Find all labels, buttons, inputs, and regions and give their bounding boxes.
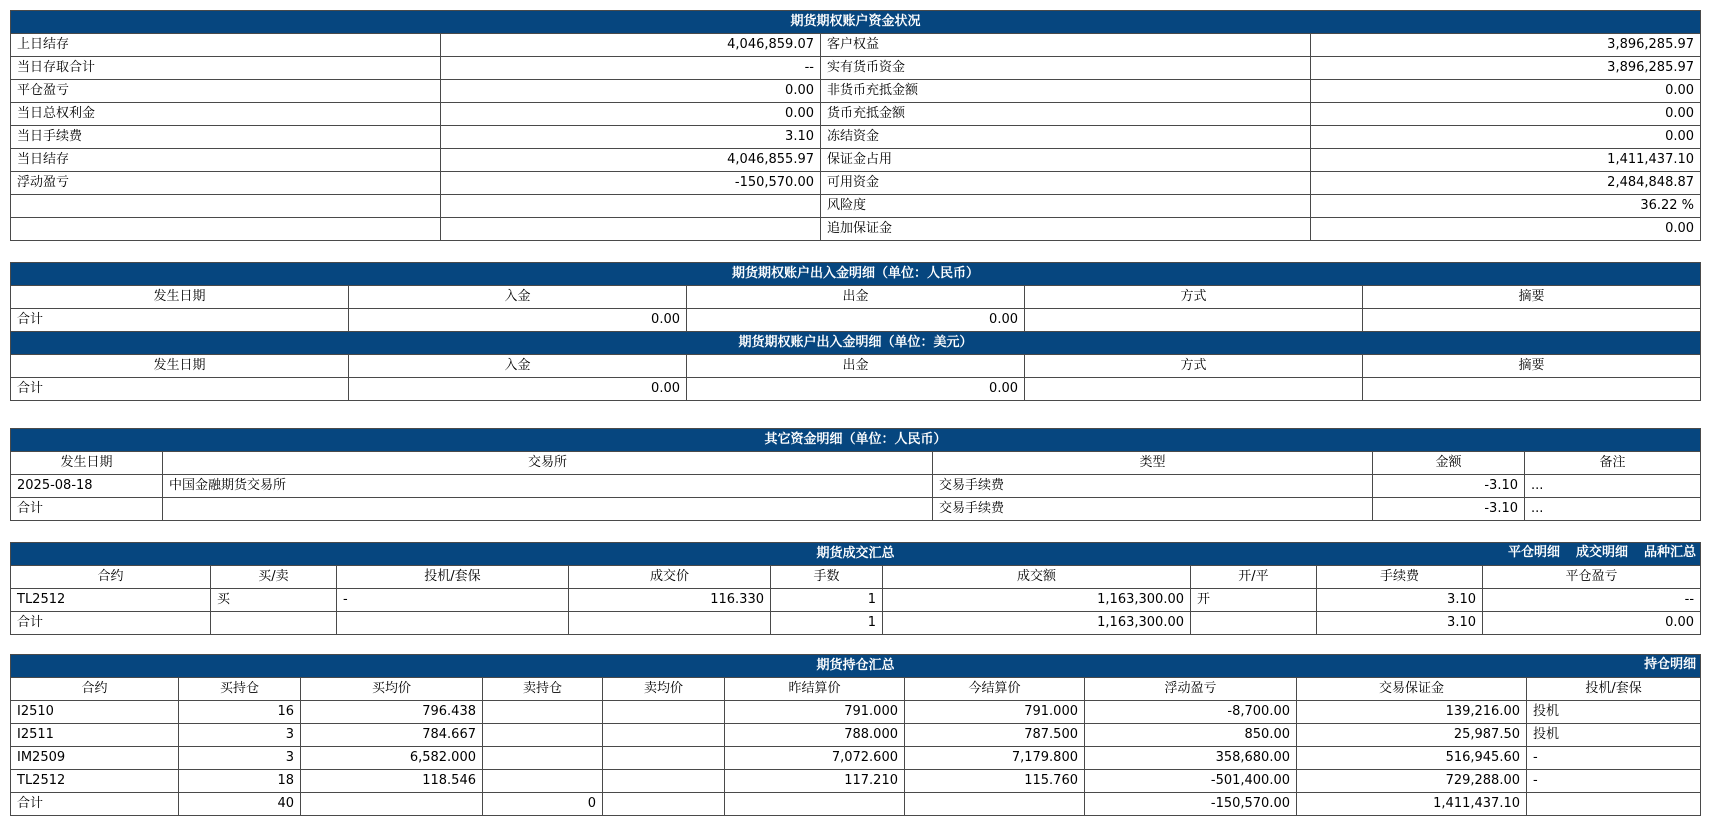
- table-header-row: [11, 452, 1701, 475]
- long-avg-cell: 6,582.000: [301, 747, 483, 770]
- float-pnl-cell: 850.00: [1085, 724, 1297, 747]
- short-avg-cell: [603, 770, 725, 793]
- float-pnl-cell: 358,680.00: [1085, 747, 1297, 770]
- account-value: 3.10: [441, 126, 821, 149]
- method-cell: [1025, 378, 1363, 401]
- account-value: 3,896,285.97: [1311, 34, 1701, 57]
- account-value: 4,046,859.07: [441, 34, 821, 57]
- side-cell: 买: [211, 589, 337, 612]
- table-row: [11, 793, 1701, 816]
- total-label: 合计: [11, 793, 179, 816]
- product-summary-link[interactable]: 品种汇总: [1644, 545, 1697, 560]
- method-cell: [1025, 309, 1363, 332]
- hedge-cell: 投机: [1527, 701, 1701, 724]
- total-label: 合计: [11, 378, 349, 401]
- column-header: 摘要: [1363, 355, 1701, 378]
- usd-flow-title: 期货期权账户出入金明细（单位：美元）: [11, 332, 1701, 355]
- short-avg-cell: [603, 747, 725, 770]
- table-row: [11, 701, 1701, 724]
- trade-summary-table: [10, 542, 1701, 635]
- table-row: [11, 475, 1701, 498]
- column-header: 买均价: [301, 678, 483, 701]
- position-links: [1628, 655, 1696, 675]
- short-avg-cell: [603, 701, 725, 724]
- price-cell: [569, 612, 771, 635]
- account-label: 实有货币资金: [821, 57, 1311, 80]
- total-label: 合计: [11, 309, 349, 332]
- lots-cell: 1: [771, 612, 883, 635]
- account-label: 上日结存: [11, 34, 441, 57]
- contract-cell: I2510: [11, 701, 179, 724]
- amount-cell: -3.10: [1373, 475, 1525, 498]
- prev-settle-cell: 788.000: [725, 724, 905, 747]
- trade-links: [1492, 543, 1696, 563]
- table-row: [11, 126, 1701, 149]
- column-header: 浮动盈亏: [1085, 678, 1297, 701]
- hedge-cell: -: [337, 589, 569, 612]
- account-label: [11, 195, 441, 218]
- close-detail-link[interactable]: 平仓明细: [1507, 545, 1560, 560]
- column-header: 投机/套保: [1527, 678, 1701, 701]
- account-value: 1,411,437.10: [1311, 149, 1701, 172]
- column-header: 入金: [349, 355, 687, 378]
- account-status-section: [10, 10, 1700, 241]
- long-avg-cell: 118.546: [301, 770, 483, 793]
- account-label: [11, 218, 441, 241]
- account-value: 0.00: [1311, 218, 1701, 241]
- margin-cell: 516,945.60: [1297, 747, 1527, 770]
- account-label: 当日存取合计: [11, 57, 441, 80]
- short-qty-cell: [483, 770, 603, 793]
- column-header: 方式: [1025, 355, 1363, 378]
- account-label: 非货币充抵金额: [821, 80, 1311, 103]
- contract-cell: IM2509: [11, 747, 179, 770]
- account-value: 0.00: [1311, 80, 1701, 103]
- contract-cell: I2511: [11, 724, 179, 747]
- hedge-cell: 投机: [1527, 724, 1701, 747]
- account-label: 追加保证金: [821, 218, 1311, 241]
- cny-flow-title: 期货期权账户出入金明细（单位：人民币）: [11, 263, 1701, 286]
- account-label: 浮动盈亏: [11, 172, 441, 195]
- margin-cell: 139,216.00: [1297, 701, 1527, 724]
- exchange-cell: [163, 498, 933, 521]
- hedge-cell: -: [1527, 770, 1701, 793]
- table-row: [11, 195, 1701, 218]
- long-qty-cell: 3: [179, 747, 301, 770]
- column-header: 合约: [11, 678, 179, 701]
- column-header: 出金: [687, 355, 1025, 378]
- float-pnl-cell: -501,400.00: [1085, 770, 1297, 793]
- account-label: 平仓盈亏: [11, 80, 441, 103]
- open-close-cell: 开: [1191, 589, 1317, 612]
- column-header: 卖均价: [603, 678, 725, 701]
- margin-cell: 1,411,437.10: [1297, 793, 1527, 816]
- fee-cell: 3.10: [1317, 589, 1483, 612]
- column-header: 出金: [687, 286, 1025, 309]
- date-cell: 2025-08-18: [11, 475, 163, 498]
- trade-summary-section: [10, 542, 1700, 635]
- column-header: 合约: [11, 566, 211, 589]
- withdrawal-total: 0.00: [687, 309, 1025, 332]
- long-qty-cell: 3: [179, 724, 301, 747]
- column-header: 金额: [1373, 452, 1525, 475]
- account-label: 客户权益: [821, 34, 1311, 57]
- float-pnl-cell: -8,700.00: [1085, 701, 1297, 724]
- long-qty-cell: 18: [179, 770, 301, 793]
- column-header: 发生日期: [11, 452, 163, 475]
- table-row: [11, 724, 1701, 747]
- total-label: 合计: [11, 612, 211, 635]
- withdrawal-total: 0.00: [687, 378, 1025, 401]
- column-header: 摘要: [1363, 286, 1701, 309]
- table-row: [11, 218, 1701, 241]
- long-qty-cell: 40: [179, 793, 301, 816]
- position-summary-table: [10, 654, 1701, 816]
- open-close-cell: [1191, 612, 1317, 635]
- column-header: 入金: [349, 286, 687, 309]
- column-header: 成交价: [569, 566, 771, 589]
- table-row: [11, 172, 1701, 195]
- column-header: 备注: [1525, 452, 1701, 475]
- table-header-row: [11, 678, 1701, 701]
- hedge-cell: [337, 612, 569, 635]
- account-value: -150,570.00: [441, 172, 821, 195]
- type-cell: 交易手续费: [933, 498, 1373, 521]
- deposit-total: 0.00: [349, 309, 687, 332]
- long-avg-cell: [301, 793, 483, 816]
- table-row: [11, 498, 1701, 521]
- prev-settle-cell: 117.210: [725, 770, 905, 793]
- column-header: 昨结算价: [725, 678, 905, 701]
- column-header: 买持仓: [179, 678, 301, 701]
- table-row: [11, 80, 1701, 103]
- contract-cell: TL2512: [11, 589, 211, 612]
- table-header-row: [11, 355, 1701, 378]
- account-label: 冻结资金: [821, 126, 1311, 149]
- long-avg-cell: 784.667: [301, 724, 483, 747]
- short-avg-cell: [603, 793, 725, 816]
- exchange-cell: 中国金融期货交易所: [163, 475, 933, 498]
- short-avg-cell: [603, 724, 725, 747]
- account-label: 当日手续费: [11, 126, 441, 149]
- short-qty-cell: [483, 724, 603, 747]
- table-header-row: [11, 286, 1701, 309]
- column-header: 交易所: [163, 452, 933, 475]
- hedge-cell: [1527, 793, 1701, 816]
- prev-settle-cell: 791.000: [725, 701, 905, 724]
- settle-cell: 115.760: [905, 770, 1085, 793]
- other-funds-section: [10, 428, 1700, 521]
- account-value: 2,484,848.87: [1311, 172, 1701, 195]
- table-row: [11, 378, 1701, 401]
- table-row: [11, 589, 1701, 612]
- lots-cell: 1: [771, 589, 883, 612]
- amount-cell: -3.10: [1373, 498, 1525, 521]
- table-row: [11, 34, 1701, 57]
- column-header: 手续费: [1317, 566, 1483, 589]
- account-value: 4,046,855.97: [441, 149, 821, 172]
- close-pnl-cell: 0.00: [1483, 612, 1701, 635]
- fee-cell: 3.10: [1317, 612, 1483, 635]
- account-value: 3,896,285.97: [1311, 57, 1701, 80]
- account-value: [441, 218, 821, 241]
- other-funds-table: [10, 428, 1701, 521]
- trade-summary-header: [11, 543, 1701, 566]
- total-label: 合计: [11, 498, 163, 521]
- account-label: 货币充抵金额: [821, 103, 1311, 126]
- table-row: [11, 309, 1701, 332]
- column-header: 发生日期: [11, 286, 349, 309]
- contract-cell: TL2512: [11, 770, 179, 793]
- settle-cell: 791.000: [905, 701, 1085, 724]
- margin-cell: 25,987.50: [1297, 724, 1527, 747]
- price-cell: 116.330: [569, 589, 771, 612]
- remark-cell: ...: [1525, 498, 1701, 521]
- column-header: 发生日期: [11, 355, 349, 378]
- summary-cell: [1363, 378, 1701, 401]
- short-qty-cell: [483, 747, 603, 770]
- account-value: 0.00: [1311, 126, 1701, 149]
- column-header: 方式: [1025, 286, 1363, 309]
- account-label: 当日总权利金: [11, 103, 441, 126]
- column-header: 手数: [771, 566, 883, 589]
- settle-cell: 7,179.800: [905, 747, 1085, 770]
- table-row: [11, 770, 1701, 793]
- table-row: [11, 149, 1701, 172]
- position-summary-header: [11, 655, 1701, 678]
- trade-summary-title: 期货成交汇总: [816, 546, 895, 561]
- fund-flow-table: [10, 262, 1701, 401]
- long-qty-cell: 16: [179, 701, 301, 724]
- account-value: 36.22 %: [1311, 195, 1701, 218]
- remark-cell: ...: [1525, 475, 1701, 498]
- close-pnl-cell: --: [1483, 589, 1701, 612]
- table-row: [11, 57, 1701, 80]
- column-header: 类型: [933, 452, 1373, 475]
- turnover-cell: 1,163,300.00: [883, 612, 1191, 635]
- other-funds-title: 其它资金明细（单位：人民币）: [11, 429, 1701, 452]
- settle-cell: 787.500: [905, 724, 1085, 747]
- table-row: [11, 747, 1701, 770]
- column-header: 买/卖: [211, 566, 337, 589]
- table-row: [11, 103, 1701, 126]
- account-value: [441, 195, 821, 218]
- type-cell: 交易手续费: [933, 475, 1373, 498]
- position-summary-section: [10, 654, 1700, 816]
- side-cell: [211, 612, 337, 635]
- prev-settle-cell: 7,072.600: [725, 747, 905, 770]
- column-header: 投机/套保: [337, 566, 569, 589]
- account-value: --: [441, 57, 821, 80]
- settle-cell: [905, 793, 1085, 816]
- account-status-title: 期货期权账户资金状况: [11, 11, 1701, 34]
- hedge-cell: -: [1527, 747, 1701, 770]
- table-header-row: [11, 566, 1701, 589]
- account-value: 0.00: [441, 80, 821, 103]
- fund-flow-section: [10, 262, 1700, 401]
- column-header: 今结算价: [905, 678, 1085, 701]
- account-label: 可用资金: [821, 172, 1311, 195]
- float-pnl-cell: -150,570.00: [1085, 793, 1297, 816]
- short-qty-cell: [483, 701, 603, 724]
- prev-settle-cell: [725, 793, 905, 816]
- account-value: 0.00: [1311, 103, 1701, 126]
- trade-detail-link[interactable]: 成交明细: [1576, 545, 1629, 560]
- table-row: [11, 612, 1701, 635]
- account-label: 保证金占用: [821, 149, 1311, 172]
- deposit-total: 0.00: [349, 378, 687, 401]
- account-label: 当日结存: [11, 149, 441, 172]
- turnover-cell: 1,163,300.00: [883, 589, 1191, 612]
- account-value: 0.00: [441, 103, 821, 126]
- column-header: 开/平: [1191, 566, 1317, 589]
- column-header: 卖持仓: [483, 678, 603, 701]
- position-detail-link[interactable]: 持仓明细: [1644, 657, 1697, 672]
- column-header: 平仓盈亏: [1483, 566, 1701, 589]
- margin-cell: 729,288.00: [1297, 770, 1527, 793]
- short-qty-cell: 0: [483, 793, 603, 816]
- column-header: 交易保证金: [1297, 678, 1527, 701]
- position-summary-title: 期货持仓汇总: [816, 658, 895, 673]
- account-label: 风险度: [821, 195, 1311, 218]
- column-header: 成交额: [883, 566, 1191, 589]
- account-status-table: [10, 10, 1701, 241]
- summary-cell: [1363, 309, 1701, 332]
- long-avg-cell: 796.438: [301, 701, 483, 724]
